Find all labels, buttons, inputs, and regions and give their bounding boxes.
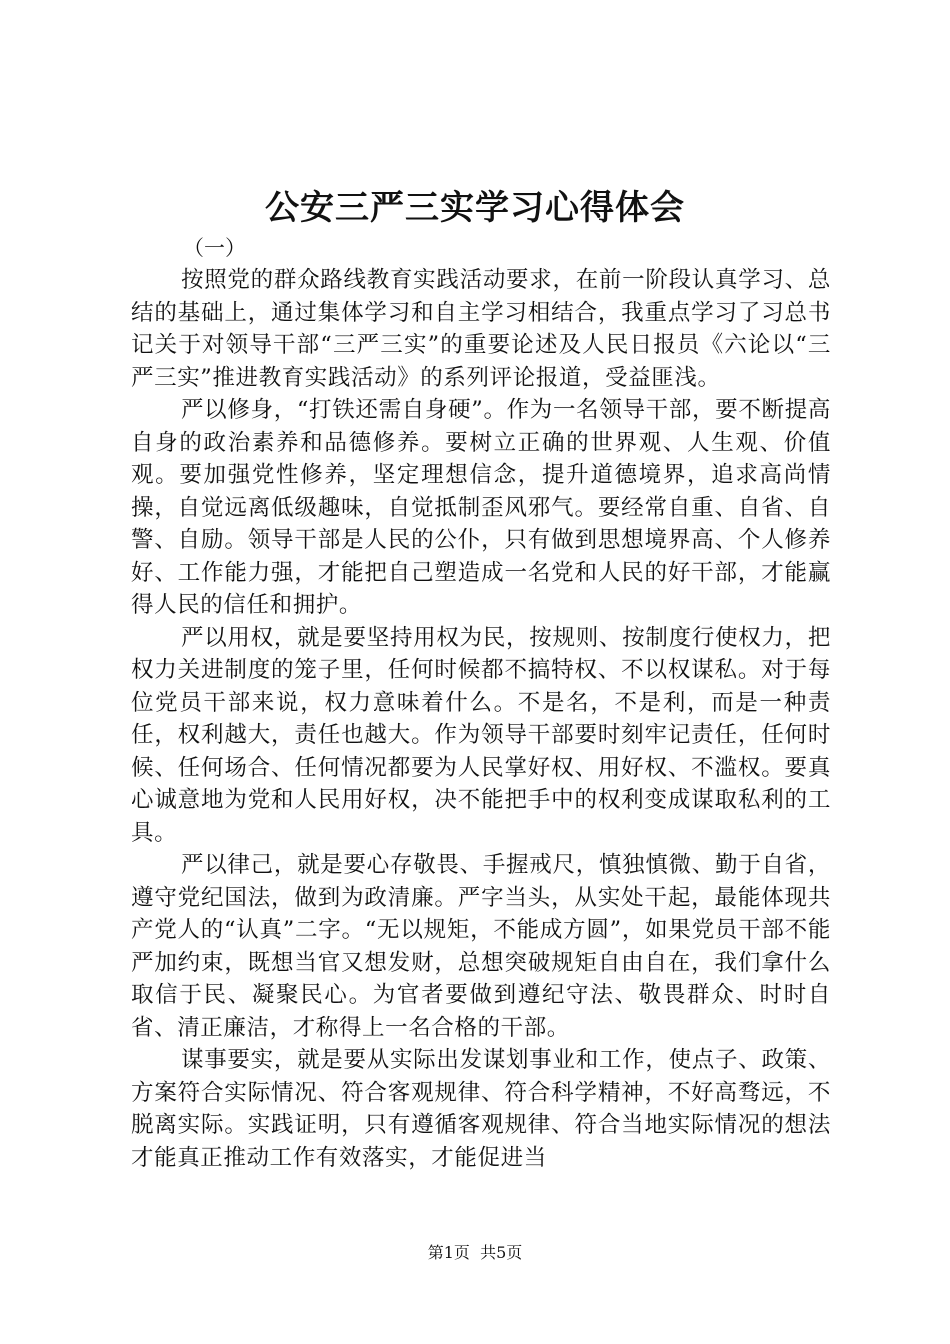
page-title: 公安三严三实学习心得体会 xyxy=(265,188,685,228)
page-number: 第1页 共5页 xyxy=(427,1243,523,1262)
document-body xyxy=(131,233,831,1174)
paragraph-3: 严以用权，就是要坚持用权为民，按规则、按制度行使权力，把权力关进制度的笼子里，任何时候都不搞特权、不以权谋私。对于每位党员干部来说，权力意味着什么。不是名，不是利，而是一种责任，权利越大，责任也越大。作为领导干部要时刻牢记责任，任何时候、任何场合、任何情况都要为人民掌好权、用好权、不滥权。要真心诚意地为党和人民用好权，决不能把手中的权利变成谋取私利的工具。 xyxy=(131,624,831,846)
paragraph-5: 谋事要实，就是要从实际出发谋划事业和工作，使点子、政策、方案符合实际情况、符合客观规律、符合科学精神，不好高骛远，不脱离实际。实践证明，只有遵循客观规律、符合当地实际情况的想法才能真正推动工作有效落实，才能促进当 xyxy=(131,1047,831,1171)
section-label: （一） xyxy=(183,236,246,260)
paragraph-4: 严以律己，就是要心存敬畏、手握戒尺，慎独慎微、勤于自省，遵守党纪国法，做到为政清廉。严字当头，从实处干起，最能体现共产党人的“认真”二字。“无以规矩，不能成方圆”，如果党员干部不能严加约束，既想当官又想发财，总想突破规矩自由自在，我们拿什么取信于民、凝聚民心。为官者要做到遵纪守法、敬畏群众、时时自省、清正廉洁，才称得上一名合格的干部。 xyxy=(131,852,831,1041)
page-footer xyxy=(0,1243,950,1263)
paragraph-1: 按照党的群众路线教育实践活动要求，在前一阶段认真学习、总结的基础上，通过集体学习和自主学习相结合，我重点学习了习总书记关于对领导干部“三严三实”的重要论述及人民日报员《六论以“三严三实”推进教育实践活动》的系列评论报道，受益匪浅。 xyxy=(131,267,831,391)
paragraph-2: 严以修身，“打铁还需自身硬”。作为一名领导干部，要不断提高自身的政治素养和品德修养。要树立正确的世界观、人生观、价值观。要加强党性修养，坚定理想信念，提升道德境界，追求高尚情操，自觉远离低级趣味，自觉抵制歪风邪气。要经常自重、自省、自警、自励。领导干部是人民的公仆，只有做到思想境界高、个人修养好、工作能力强，才能把自己塑造成一名党和人民的好干部，才能赢得人民的信任和拥护。 xyxy=(131,397,831,618)
